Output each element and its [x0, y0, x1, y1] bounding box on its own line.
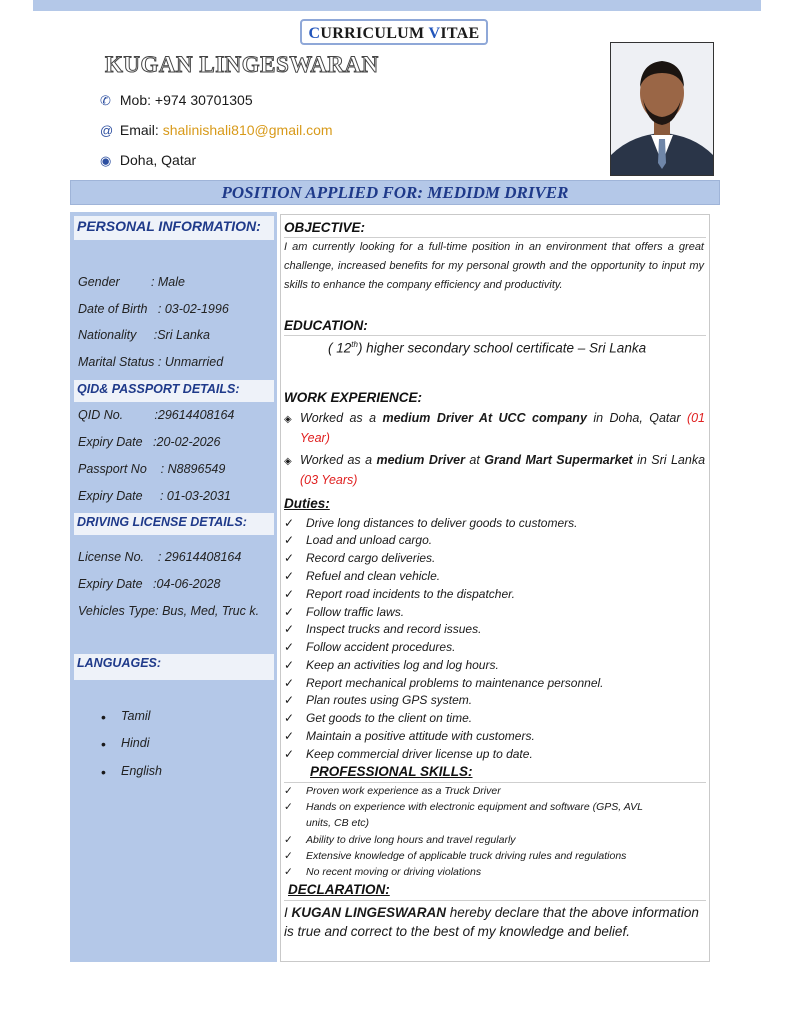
declaration-text: I KUGAN LINGESWARAN hereby declare that the above information is true and correct to the best of my knowledge and belief. — [284, 905, 699, 939]
duty-item: ✓ Drive long distances to deliver goods to customers. — [284, 516, 578, 530]
duty-item: ✓ Keep commercial driver license up to date. — [284, 747, 533, 761]
work-bullet-icon: ◈ — [284, 456, 292, 467]
cv-title: CURRICULUM VITAE — [300, 19, 488, 45]
passport-expiry-field: Expiry Date : 01-03-2031 — [78, 489, 231, 503]
skill-item: ✓ Ability to drive long hours and travel regularly — [284, 834, 516, 846]
work-bullet-icon: ◈ — [284, 414, 292, 425]
passport-no-field: Passport No : N8896549 — [78, 462, 226, 476]
duty-item: ✓ Record cargo deliveries. — [284, 551, 436, 565]
education-item: ( 12th) higher secondary school certificate – Sri Lanka — [328, 340, 647, 356]
language-bullet: • — [101, 709, 106, 725]
work-item-1: Worked as a medium Driver At UCC company in Doha, Qatar (01 Year) — [300, 411, 706, 445]
languages-heading: LANGUAGES: — [74, 654, 274, 680]
check-icon: ✓ — [284, 640, 295, 654]
duty-item: ✓ Follow accident procedures. — [284, 640, 456, 654]
nationality-field: Nationality :Sri Lanka — [78, 328, 211, 342]
check-icon: ✓ — [284, 516, 295, 530]
divider — [284, 782, 706, 783]
license-heading: DRIVING LICENSE DETAILS: — [74, 513, 274, 535]
duty-item: ✓ Load and unload cargo. — [284, 533, 433, 547]
phone-icon: ✆ — [100, 93, 111, 108]
at-sign-icon: @ — [100, 123, 114, 138]
objective-text: I am currently looking for a full-time position in an environment that offers a great challenge, increased benefits for my personal growth and the opportunity to input my skills to enhance the company efficiency and productivity. — [284, 241, 704, 291]
gender-field: Gender : Male — [78, 275, 185, 289]
candidate-name: KUGAN LINGESWARAN — [105, 52, 379, 77]
license-expiry-field: Expiry Date :04-06-2028 — [78, 577, 221, 591]
duty-item: ✓ Get goods to the client on time. — [284, 711, 473, 725]
top-bar — [33, 0, 761, 11]
license-no-field: License No. : 29614408164 — [78, 550, 242, 564]
duty-item: ✓ Follow traffic laws. — [284, 605, 405, 619]
check-icon: ✓ — [284, 866, 293, 878]
duties-heading: Duties: — [284, 496, 330, 511]
skill-item: ✓ Hands on experience with electronic equipment and software (GPS, AVL — [284, 801, 643, 813]
check-icon: ✓ — [284, 834, 293, 846]
passport-heading: QID& PASSPORT DETAILS: — [74, 380, 274, 402]
qid-expiry-field: Expiry Date :20-02-2026 — [78, 435, 221, 449]
duty-item: ✓ Inspect trucks and record issues. — [284, 622, 482, 636]
check-icon: ✓ — [284, 729, 295, 743]
personal-info-heading: PERSONAL INFORMATION: — [74, 216, 274, 240]
skill-item-continued: units, CB etc) — [306, 817, 370, 829]
duty-item: ✓ Report mechanical problems to maintenance personnel. — [284, 676, 604, 690]
work-item-2: Worked as a medium Driver at Grand Mart Supermarket in Sri Lanka (03 Years) — [300, 453, 706, 487]
check-icon: ✓ — [284, 747, 295, 761]
education-heading: EDUCATION: — [284, 318, 368, 333]
skill-item: ✓ Extensive knowledge of applicable truck driving rules and regulations — [284, 850, 627, 862]
vehicle-type-field: Vehicles Type: Bus, Med, Truc k. — [78, 604, 260, 618]
divider — [284, 900, 706, 901]
check-icon: ✓ — [284, 569, 295, 583]
duty-item: ✓ Refuel and clean vehicle. — [284, 569, 441, 583]
work-experience-heading: WORK EXPERIENCE: — [284, 390, 423, 405]
check-icon: ✓ — [284, 850, 293, 862]
check-icon: ✓ — [284, 533, 295, 547]
duty-item: ✓ Report road incidents to the dispatcher. — [284, 587, 516, 601]
check-icon: ✓ — [284, 622, 295, 636]
location-pin-icon: ◉ — [100, 153, 112, 168]
check-icon: ✓ — [284, 587, 295, 601]
language-item: Tamil — [121, 709, 151, 723]
duty-item: ✓ Maintain a positive attitude with customers. — [284, 729, 535, 743]
check-icon: ✓ — [284, 711, 295, 725]
check-icon: ✓ — [284, 801, 293, 813]
email-link[interactable]: shalinishali810@gmail.com — [162, 122, 333, 138]
skill-item: ✓ No recent moving or driving violations — [284, 866, 482, 878]
check-icon: ✓ — [284, 693, 295, 707]
check-icon: ✓ — [284, 605, 295, 619]
check-icon: ✓ — [284, 658, 295, 672]
language-bullet: • — [101, 764, 106, 780]
check-icon: ✓ — [284, 551, 295, 565]
profile-photo — [610, 42, 714, 176]
marital-status-field: Marital Status : Unmarried — [78, 355, 224, 369]
duty-item: ✓ Plan routes using GPS system. — [284, 693, 473, 707]
skills-heading: PROFESSIONAL SKILLS: — [310, 764, 473, 779]
language-item: Hindi — [121, 736, 150, 750]
check-icon: ✓ — [284, 676, 295, 690]
language-item: English — [121, 764, 162, 778]
language-bullet: • — [101, 736, 106, 752]
objective-heading: OBJECTIVE: — [284, 220, 366, 235]
declaration-heading: DECLARATION: — [288, 882, 390, 897]
check-icon: ✓ — [284, 785, 293, 797]
duty-item: ✓ Keep an activities log and log hours. — [284, 658, 499, 672]
contact-mobile: ✆ Mob: +974 30701305 — [100, 92, 253, 108]
contact-email: @ Email: shalinishali810@gmail.com — [100, 122, 333, 138]
contact-location: ◉ Doha, Qatar — [100, 152, 197, 168]
qid-field: QID No. :29614408164 — [78, 408, 235, 422]
divider — [284, 335, 706, 336]
dob-field: Date of Birth : 03-02-1996 — [78, 302, 229, 316]
position-applied-banner: POSITION APPLIED FOR: MEDIDM DRIVER — [70, 180, 720, 205]
skill-item: ✓ Proven work experience as a Truck Driver — [284, 785, 501, 797]
